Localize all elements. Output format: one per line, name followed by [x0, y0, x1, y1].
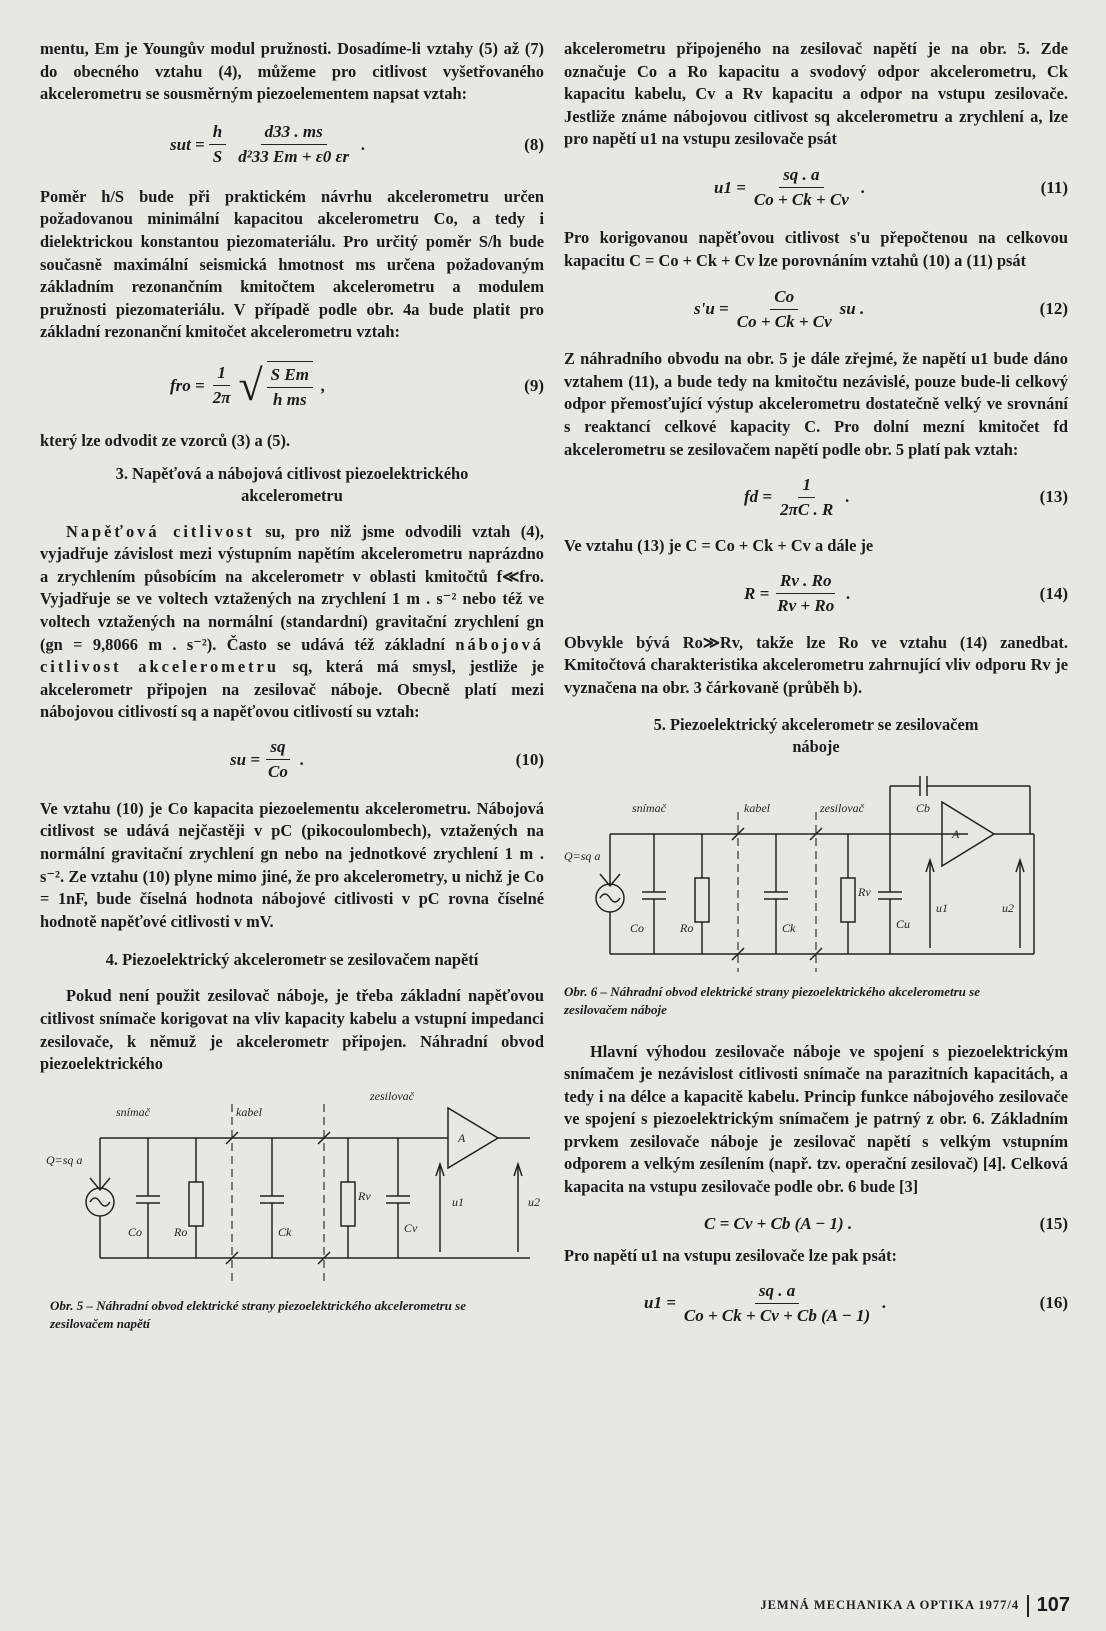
label-rv: Rv — [358, 1188, 371, 1203]
eq-lhs: su = — [230, 749, 261, 769]
paragraph: který lze odvodit ze vzorců (3) a (5). — [40, 430, 291, 450]
numerator: 1 — [213, 363, 230, 386]
equation-number: (11) — [1040, 177, 1068, 197]
denominator: 2πC . R — [780, 499, 834, 519]
paragraph-text: su, pro niž jsme odvodili vztah (4), vyjadřuje závislost mezi výstupním napětím akcelerometru naprázdno a zrychlením působícím na akcelerometr v oblasti kmitočtů f≪fro. Vyjadřuje se ve voltech vztažených na zrychlení 1 m . s⁻² nebo též ve voltech vztažených na normální (standardní) gravitační zrychlení gn (gn = 9,8066 m . s⁻²). Často se udává též základní — [40, 521, 544, 654]
numerator: S Em — [267, 365, 313, 388]
paragraph: Pro korigovanou napěťovou citlivost s'u přepočtenou na celkovou kapacitu C = Co + Ck + Cv lze porovnáním vztahů (10) a (11) psát — [564, 227, 1068, 270]
paragraph: mentu, Em je Youngův modul pružnosti. Dosadíme-li vztahy (5) až (7) do obecného vztahu (4), můžeme pro citlivost vyšetřovaného akcelerometru se sousměrným piezoelementem napsat vztah: — [40, 39, 544, 104]
equation-number: (16) — [1039, 1293, 1068, 1313]
figure-caption: Obr. 5 – Náhradní obvod elektrické strany piezoelektrického akcelerometru se zesilovačem napětí — [50, 1297, 466, 1331]
fraction — [733, 287, 836, 332]
eq-lhs: s'u = — [694, 299, 729, 319]
eq-text: C = Cv + Cb (A − 1) . — [704, 1213, 853, 1233]
paragraph: Z náhradního obvodu na obr. 5 je dále zřejmé, že napětí u1 bude dáno vztahem (11), a bude tedy na kmitočtu nezávislé, pouze bude-li celkový odpor přemosťující výstup akcelerometru dostatečně velký ve srovnání s reaktancí celkové kapacity C. Pro dolní mezní kmitočet fd akcelerometru se zesilovačem napětí podle obr. 5 platí pak vztah: — [564, 349, 1068, 459]
fraction — [234, 122, 353, 167]
numerator: Rv . Ro — [776, 571, 835, 594]
fraction — [750, 165, 853, 210]
denominator: 2π — [212, 388, 231, 408]
label-ck: Ck — [782, 920, 796, 935]
paragraph: Pokud není použit zesilovač náboje, je třeba základní napěťovou citlivost snímače korigovat na vliv kapacity kabelu a vstupní impedanci zesilovače, k němuž je akcelerometr připojen. Náhradní obvod piezoelektrického — [40, 986, 544, 1074]
paragraph: Poměr h/S bude při praktickém návrhu akcelerometru určen požadovanou minimální kapacitou akcelerometru Co, a tedy i dielektrickou konstantou piezomateriálu. Pro určitý poměr S/h bude současně maximální seismická hmotnost ms určena požadovaným základním rezonančním kmitočtem akcelerometru a modulem pružnosti piezomateriálu. V případě podle obr. 4a bude platit pro základní rezonanční kmitočet akcelerometru vztah: — [40, 186, 544, 342]
label-source: Q=sq a — [46, 1152, 83, 1167]
section-heading: 4. Piezoelektrický akcelerometr se zesilovačem napětí — [105, 950, 479, 970]
label-rv: Rv — [858, 884, 871, 899]
label-co: Co — [128, 1224, 143, 1239]
denominator: Co + Ck + Cv — [736, 311, 832, 331]
numerator: sq — [266, 737, 289, 760]
fraction — [264, 737, 292, 782]
label-ro: Ro — [680, 920, 694, 935]
label-cb: Cb — [916, 800, 931, 815]
circuit-diagram-5 — [40, 1086, 544, 1286]
figure-5 — [40, 1086, 544, 1291]
equation-number: (14) — [1039, 583, 1068, 603]
fraction — [680, 1281, 874, 1326]
label-u1: u1 — [936, 900, 948, 915]
label-cv: Cv — [404, 1220, 418, 1235]
circuit-diagram-6 — [564, 772, 1068, 972]
paragraph: Hlavní výhodou zesilovače náboje ve spojení s piezoelektrickým snímačem je nezávislost citlivosti snímače na parazitních kapacitách, a tedy i na délce a kapacitě kabelu. Princip funkce nábojového zesilovače ve spojení s piezoelektrickým snímačem je patrný z obr. 6. Základním prvkem zesilovače náboje je zesilovač napětí s velkým vstupním odporem a velkým zesílením (např. tzv. operační zesilovač) [4]. Celková kapacita na vstupu zesilovače podle obr. 6 bude [3] — [564, 1041, 1068, 1197]
equation-number: (8) — [524, 134, 544, 154]
eq-lhs: R = — [744, 583, 770, 603]
equation-13: fd = $\frac{1}{2\pi C . R}$ . (13) — [744, 474, 1068, 519]
label-u1: u1 — [452, 1194, 464, 1209]
equation-number: (13) — [1039, 487, 1068, 507]
eq-tail: su . — [839, 299, 865, 319]
paragraph-text: sq, která má smysl, jestliže je akcelerometr připojen na zesilovač náboje. Obecně platí mezi nábojovou citlivostí sq a napěťovou citlivostí su vztah: — [40, 657, 544, 722]
section-heading: 5. Piezoelektrický akcelerometr se zesilovačem náboje — [653, 714, 979, 756]
label-amplifier: A — [952, 826, 960, 841]
fraction — [209, 122, 226, 167]
denominator: Co + Ck + Cv — [753, 190, 849, 210]
equation-number: (9) — [524, 375, 544, 395]
page-footer — [740, 1594, 1070, 1617]
denominator: Rv + Ro — [777, 596, 835, 616]
denominator: h ms — [273, 390, 307, 410]
paragraph: akcelerometru připojeného na zesilovač napětí je na obr. 5. Zde označuje Co a Ro kapacitu a svodový odpor akcelerometru, Ck kapacitu kabelu, Cv a Rv kapacitu a odpor na vstupu zesilovače. Jestliže známe nábojovou citlivost sq akcelerometru a zrychlení a, lze pro napětí u1 na vstupu zesilovače psát — [564, 39, 1068, 149]
label-source: Q=sq a — [564, 848, 601, 863]
denominator: S — [212, 147, 223, 167]
equation-12 — [564, 282, 1068, 336]
paragraph: Ve vztahu (10) je Co kapacita piezoelementu akcelerometru. Nábojová citlivost se udává nejčastěji v pC (pikocoulombech), vztažených na normální gravitační zrychlení gn nebo na jednotkové zrychlení 1 m . s⁻². Ze vztahu (10) plyne mimo jiné, že pro akcelerometry, u nichž je Co = 1nF, bude číselná hodnota nábojové citlivosti v pC rovna číselné hodnotě napěťové citlivosti v mV. — [40, 798, 544, 931]
eq-lhs: u1 = — [714, 177, 746, 197]
equation-number: (10) — [515, 749, 544, 769]
paragraph: Ve vztahu (13) je C = Co + Ck + Cv a dále je — [564, 536, 874, 556]
label-zesilovac: zesilovač — [820, 800, 864, 815]
numerator: sq . a — [779, 165, 823, 188]
footer-divider — [1027, 1595, 1029, 1617]
equation-15 — [564, 1209, 1068, 1239]
fraction — [209, 363, 235, 408]
figure-caption: Obr. 6 – Náhradní obvod elektrické strany piezoelektrického akcelerometru se zesilovačem náboje — [564, 983, 980, 1017]
eq-lhs: u1 = — [644, 1293, 676, 1313]
label-cu: Cu — [896, 916, 911, 931]
paragraph: Obvykle bývá Ro≫Rv, takže lze Ro ve vztahu (14) zanedbat. Kmitočtová charakteristika akcelerometru zahrnující vliv odporu Rv je vyznačena na obr. 3 čárkovaně (průběh b). — [564, 632, 1068, 697]
figure-6 — [564, 772, 1068, 977]
page-number: 107 — [1036, 1594, 1070, 1616]
equation-9: fro = $\frac{1}{2\pi}$ √ $\frac{\text{S Em}}{\text{h ms}}$ , (9) — [170, 360, 544, 410]
paragraph — [40, 521, 544, 724]
section-heading: 3. Napěťová a nábojová citlivost piezoelektrického akcelerometru — [115, 463, 469, 505]
label-kabel: kabel — [744, 800, 770, 815]
label-u2: u2 — [1002, 900, 1014, 915]
spaced-term: nábojová citlivost akcelerometru — [40, 634, 544, 677]
numerator: d33 . ms — [261, 122, 327, 145]
fraction — [776, 475, 837, 520]
label-snimac: snímač — [116, 1104, 150, 1119]
left-column — [40, 38, 544, 1355]
denominator: Co — [268, 762, 288, 782]
sqrt-sign: √ — [238, 360, 263, 410]
journal-name: JEMNÁ MECHANIKA A OPTIKA 1977/4 — [760, 1598, 1020, 1612]
label-snimac: snímač — [632, 800, 666, 815]
label-u2: u2 — [528, 1194, 540, 1209]
numerator: sq . a — [755, 1281, 799, 1304]
numerator: h — [209, 122, 226, 145]
numerator: 1 — [798, 475, 815, 498]
equation-14: R = $\frac{Rv . Ro}{Rv + Ro}$ . (14) — [744, 571, 1068, 616]
equation-number: (15) — [1039, 1213, 1068, 1233]
denominator: d²33 Em + ε0 εr — [238, 147, 350, 167]
fraction — [773, 571, 838, 616]
equation-16: u1 = $\frac{sq . a}{Co + Ck + Cv + Cb (A - 1)}$ . (16) — [644, 1280, 1068, 1325]
eq-lhs: fro = — [170, 375, 205, 395]
fraction — [267, 361, 313, 410]
equation-11: u1 = $\frac{sq . a}{Co + Ck + Cv}$ . (11) — [714, 165, 1068, 210]
equation-8: sut = $\frac{h}{S}$ $\frac{d33 . ms}{\text{d²33 Em + ε0 εr}}$ . (8) — [170, 122, 544, 167]
label-co: Co — [630, 920, 645, 935]
label-ro: Ro — [174, 1224, 188, 1239]
label-amplifier: A — [458, 1130, 466, 1145]
eq-lhs: sut = — [170, 134, 205, 154]
equation-number: (12) — [1039, 299, 1068, 319]
paragraph: Pro napětí u1 na vstupu zesilovače lze pak psát: — [564, 1245, 897, 1265]
numerator: Co — [770, 287, 798, 310]
spaced-term: Napěťová citlivost — [66, 521, 255, 541]
label-ck: Ck — [278, 1224, 292, 1239]
equation-10: su = $\frac{sq}{Co}$ . (10) — [230, 737, 544, 782]
label-kabel: kabel — [236, 1104, 262, 1119]
label-zesilovac: zesilovač — [370, 1088, 414, 1103]
eq-lhs: fd = — [744, 487, 773, 507]
right-column — [564, 38, 1068, 1341]
denominator: Co + Ck + Cv + Cb (A − 1) — [683, 1305, 871, 1325]
